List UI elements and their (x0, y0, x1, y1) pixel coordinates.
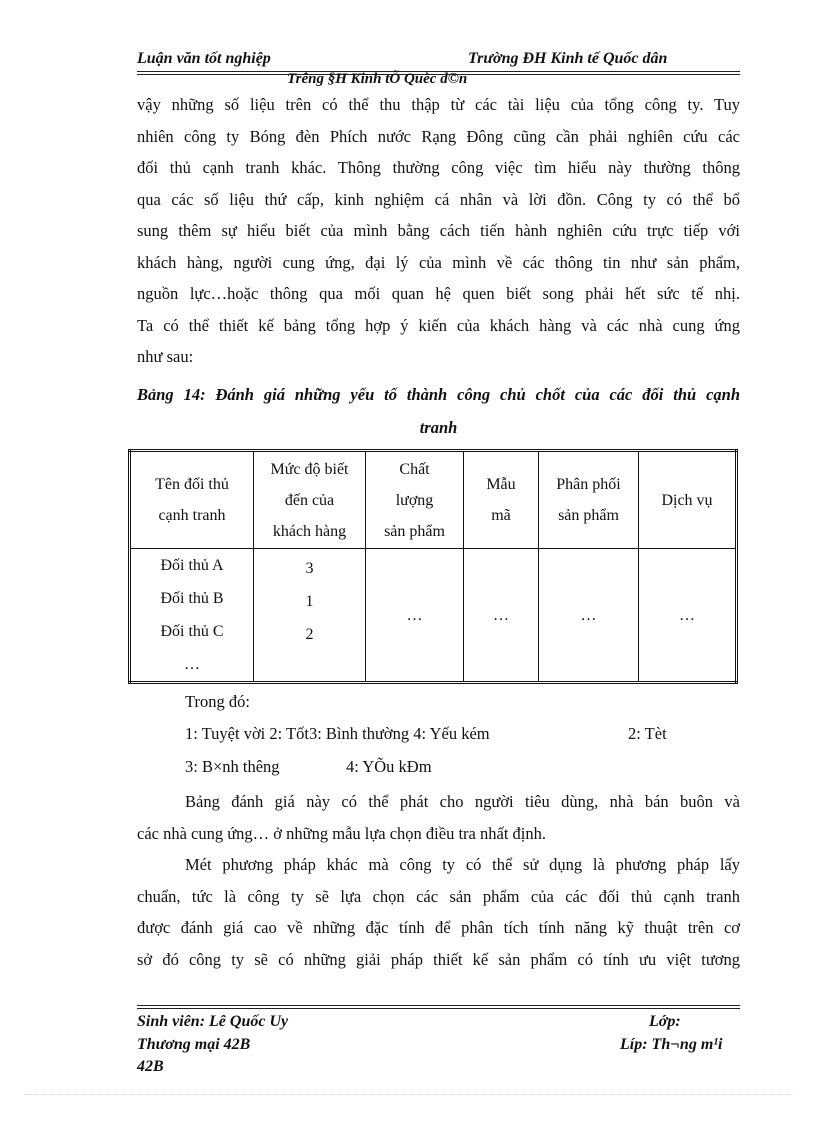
table-header-row (130, 451, 737, 549)
col-header-service (639, 451, 737, 549)
awareness-value: 1 (305, 593, 314, 610)
header-text: Tên đối thủ (155, 476, 229, 493)
intro-line: đối thủ cạnh tranh khác. Thông thường công việc tìm hiểu này thường thông (137, 158, 740, 177)
awareness-value: 3 (305, 560, 314, 577)
header-right: Trường ĐH Kinh tế Quốc dân (468, 50, 668, 67)
footer-rule-top (137, 1005, 740, 1006)
intro-line: sung thêm sự hiểu biết của mình bằng cách tiến hành nghiên cứu trực tiếp với (137, 221, 740, 240)
para2-line: các nhà cung ứng… ở những mẫu lựa chọn điều tra nhất định. (137, 823, 546, 843)
paragraph-2 (137, 786, 740, 849)
header-text: khách hàng (272, 522, 347, 540)
header-text: Dịch vụ (661, 491, 713, 509)
table-row (130, 549, 737, 683)
header-text: sản phẩm (384, 522, 445, 540)
footer-class-label: Lớp: (649, 1013, 681, 1030)
para2-line: Bảng đánh giá này có thể phát cho người tiêu dùng, nhà bán buôn và (185, 792, 740, 811)
service-cell: … (639, 549, 737, 683)
para3-line: được đánh giá cao về những đặc tính để phân tích tính năng kỹ thuật trên cơ (137, 918, 740, 937)
header-text: Mẫu (486, 476, 516, 493)
header-text: mã (491, 507, 511, 524)
competitor-name: Đối thủ B (160, 590, 224, 607)
intro-line: Ta có thể thiết kế bảng tổng hợp ý kiến của khách hàng và các nhà cung ứng (137, 315, 740, 335)
legend-line-2a: 3: B×nh thêng (185, 757, 280, 776)
table-caption: Bảng 14: Đánh giá những yếu tố thành công chủ chốt của các đối thủ cạnh (137, 385, 740, 404)
footer-class-name: Thương mại 42B (137, 1036, 251, 1053)
col-header-distribution (539, 451, 639, 549)
header-text: sản phẩm (558, 507, 619, 524)
intro-line: nguồn lực…hoặc thông qua mối quan hệ quen biết song phải hết sức tế nhị. (137, 284, 740, 303)
competitor-name: Đối thủ A (160, 557, 224, 574)
competitor-table (128, 449, 738, 684)
competitor-name: Đối thủ C (160, 623, 224, 640)
header-text: Phân phối (556, 476, 621, 493)
legend-line-2b: 4: YÕu kÐm (346, 757, 432, 776)
footer-rule-bottom (137, 1008, 740, 1009)
col-header-quality (366, 451, 464, 549)
para3-line: Mét phương pháp khác mà công ty có thể sử dụng là phương pháp lấy (185, 855, 740, 874)
intro-line: như sau: (137, 347, 194, 366)
footer-student: Sinh viên: Lê Quốc Uy (137, 1013, 289, 1030)
design-cell: … (464, 549, 539, 683)
header-text: Mức độ biết (270, 460, 349, 478)
intro-line: khách hàng, người cung ứng, đại lý của mình về các thông tin như sản phẩm, (137, 252, 740, 272)
paragraph-3 (137, 849, 740, 975)
para3-line: chuẩn, tức là công ty sẽ lựa chọn các sản phẩm của các đối thủ cạnh tranh (137, 886, 740, 906)
competitor-name: … (184, 656, 200, 673)
para3-line: sở đó công ty sẽ có những giải pháp thiết kế sản phẩm có tính ưu việt tương (137, 949, 740, 969)
intro-line: qua các số liệu thứ cấp, kinh nghiệm cá nhân và lời đồn. Công ty có thể bổ (137, 189, 740, 209)
legend-title: Trong đó: (185, 692, 250, 711)
col-header-competitor (130, 451, 254, 549)
awareness-value: 2 (305, 626, 314, 643)
intro-paragraph (137, 89, 740, 373)
col-header-design (464, 451, 539, 549)
table-caption-cont: tranh (419, 418, 458, 437)
quality-cell: … (366, 549, 464, 683)
header-text: cạnh tranh (158, 507, 226, 524)
footer-class-garbled: Líp: Th¬ng m¹i (620, 1036, 723, 1053)
competitor-list (130, 549, 254, 683)
footer-class-code: 42B (137, 1058, 164, 1075)
legend-line-1: 1: Tuyệt vời 2: Tốt3: Bình thường 4: Yếu kém (185, 724, 490, 743)
legend-line-1-extra: 2: Tèt (628, 724, 667, 743)
distribution-cell: … (539, 549, 639, 683)
header-text: đến của (284, 491, 335, 509)
header-garbled: Trêng §H Kinh tÕ Quèc d©n (287, 71, 468, 87)
col-header-awareness (254, 451, 366, 549)
header-text: lượng (395, 491, 434, 509)
header-text: Chất (399, 460, 430, 478)
intro-line: vậy những số liệu trên có thể thu thập từ các tài liệu của tổng công ty. Tuy (137, 95, 740, 114)
awareness-list (254, 549, 366, 683)
header-left: Luận văn tốt nghiệp (137, 50, 271, 67)
intro-line: nhiên công ty Bóng đèn Phích nước Rạng Đông cũng cần phải nghiên cứu các (137, 126, 740, 146)
page-bottom-border (24, 1094, 794, 1095)
